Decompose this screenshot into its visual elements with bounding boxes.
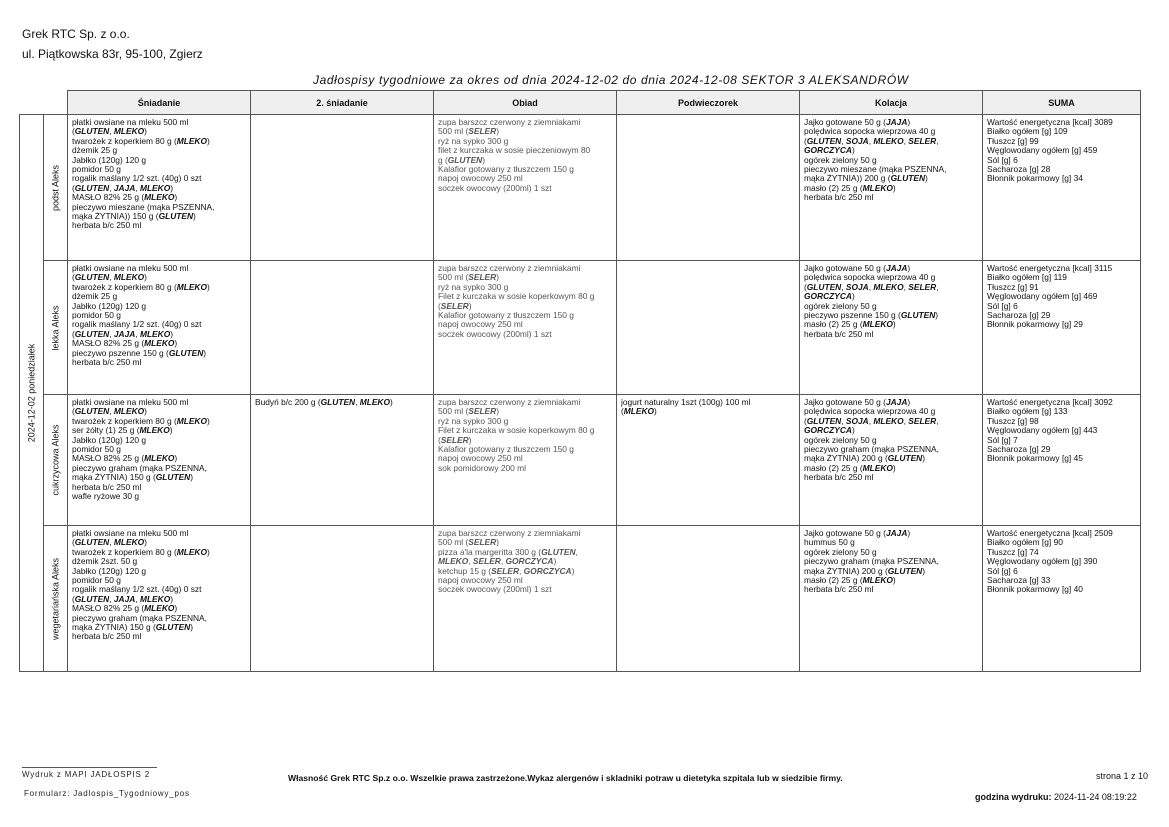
col-header-obiad: Obiad [434, 91, 617, 115]
meal-item: ogórek zielony 50 g [804, 434, 877, 445]
meal-item: (GLUTEN, JAJA, MLEKO) [72, 182, 174, 193]
cell-suma [983, 395, 1141, 526]
nutrition-line: Białko ogółem [g] 109 [987, 126, 1068, 137]
meal-item: g (GLUTEN) [438, 154, 486, 165]
diet-row [20, 395, 1141, 526]
meal-item: ser żółty (1) 25 g (MLEKO) [72, 425, 173, 436]
menu-table [19, 90, 1141, 672]
cell-drugie-sniadanie [251, 115, 434, 261]
nutrition-line: Sól [g] 7 [987, 434, 1018, 445]
diet-name: wegetariańska Aleks [49, 557, 60, 640]
meal-item: ogórek zielony 50 g [804, 546, 877, 557]
date-cell [20, 115, 44, 672]
meal-item: 500 ml (SELER) [438, 406, 499, 417]
meal-item: zupa barszcz czerwony z ziemniakami [438, 263, 581, 273]
cell-obiad [434, 526, 617, 672]
meal-item: Filet z kurczaka w sosie koperkowym 80 g [438, 425, 595, 436]
col-header-suma: SUMA [983, 91, 1141, 115]
meal-item: rogalik maślany 1/2 szt. (40g) 0 szt [72, 173, 202, 184]
cell-drugie-sniadanie [251, 261, 434, 395]
cell-kolacja [800, 261, 983, 395]
meal-item: (SELER) [438, 300, 472, 311]
meal-item: MASŁO 82% 25 g (MLEKO) [72, 453, 178, 464]
meal-item: pizza a'la margeritta 300 g (GLUTEN, [438, 546, 578, 557]
meal-item: ogórek zielony 50 g [804, 300, 877, 311]
nutrition-line: Wartość energetyczna [kcal] 2509 [987, 528, 1113, 538]
meal-item: ryż na sypko 300 g [438, 415, 509, 426]
meal-item: pomidor 50 g [72, 164, 121, 175]
meal-item: MLEKO, SELER, GORCZYCA) [438, 556, 557, 567]
date-label: 2024-12-02 poniedziałek [25, 343, 36, 443]
meal-item: napoj owocowy 250 ml [438, 173, 523, 184]
meal-item: 500 ml (SELER) [438, 537, 499, 548]
meal-item: napoj owocowy 250 ml [438, 575, 523, 586]
nutrition-line: Białko ogółem [g] 90 [987, 537, 1063, 548]
nutrition-line: Błonnik pokarmowy [g] 34 [987, 173, 1083, 184]
cell-sniadanie [68, 395, 251, 526]
diet-name: cukrzycowa Aleks [49, 424, 60, 496]
meal-item: MASŁO 82% 25 g (MLEKO) [72, 603, 178, 614]
meal-item: Jabłko (120g) 120 g [72, 565, 147, 576]
nutrition-line: Wartość energetyczna [kcal] 3089 [987, 117, 1113, 127]
col-header-sniadanie: Śniadanie [68, 91, 251, 115]
nutrition-line: Białko ogółem [g] 133 [987, 406, 1068, 417]
meal-item: soczek owocowy (200ml) 1 szt [438, 328, 552, 339]
cell-sniadanie [68, 526, 251, 672]
meal-item: twarożek z koperkiem 80 g (MLEKO) [72, 281, 210, 292]
meal-item: pieczywo mieszane (mąka PSZENNA, [72, 201, 215, 212]
cell-podwieczorek [617, 115, 800, 261]
company-name: Grek RTC Sp. z o.o. [22, 27, 130, 41]
meal-item: herbata b/c 250 ml [804, 584, 874, 595]
cell-kolacja [800, 526, 983, 672]
meal-item: Budyń b/c 200 g (GLUTEN, MLEKO) [255, 397, 393, 407]
cell-suma [983, 526, 1141, 672]
nutrition-line: Sacharoza [g] 29 [987, 444, 1051, 455]
nutrition-line: Sacharoza [g] 29 [987, 310, 1051, 321]
nutrition-line: Tłuszcz [g] 91 [987, 281, 1039, 292]
meal-item: GORCZYCA) [804, 425, 855, 436]
col-header-drugie-sniadanie: 2. śniadanie [251, 91, 434, 115]
meal-item: zupa barszcz czerwony z ziemniakami [438, 528, 581, 538]
meal-item: jogurt naturalny 1szt (100g) 100 ml [621, 397, 751, 407]
meal-item: Jajko gotowane 50 g (JAJA) [804, 528, 911, 538]
header-blank [20, 91, 44, 115]
meal-item: mąka ŻYTNIA) 200 g (GLUTEN) [804, 565, 926, 576]
meal-item: pieczywo pszenne 150 g (GLUTEN) [72, 347, 207, 358]
meal-item: napoj owocowy 250 ml [438, 453, 523, 464]
meal-item: soczek owocowy (200ml) 1 szt [438, 584, 552, 595]
meal-item: pieczywo mieszane (mąka PSZENNA, [804, 164, 947, 175]
meal-item: masło (2) 25 g (MLEKO) [804, 462, 896, 473]
meal-item: Jabłko (120g) 120 g [72, 300, 147, 311]
col-header-podwieczorek: Podwieczorek [617, 91, 800, 115]
cell-suma [983, 261, 1141, 395]
cell-kolacja [800, 115, 983, 261]
meal-item: (GLUTEN, MLEKO) [72, 537, 147, 548]
page-indicator: strona 1 z 10 [1096, 771, 1149, 781]
nutrition-line: Sól [g] 6 [987, 154, 1018, 165]
cell-sniadanie [68, 261, 251, 395]
meal-item: płatki owsiane na mleku 500 ml [72, 263, 189, 273]
meal-item: Kalafior gotowany z tłuszczem 150 g [438, 444, 574, 455]
nutrition-line: Błonnik pokarmowy [g] 45 [987, 453, 1083, 464]
meal-item: polędwica sopocka wieprzowa 40 g [804, 272, 936, 283]
meal-item: (GLUTEN, JAJA, MLEKO) [72, 593, 174, 604]
meal-item: (GLUTEN, MLEKO) [72, 126, 147, 137]
nutrition-line: Wartość energetyczna [kcal] 3115 [987, 263, 1113, 273]
meal-item: (GLUTEN, SOJA, MLEKO, SELER, [804, 415, 939, 426]
company-header [22, 24, 203, 64]
nutrition-line: Węglowodany ogółem [g] 443 [987, 425, 1098, 436]
meal-item: płatki owsiane na mleku 500 ml [72, 117, 189, 127]
meal-item: 500 ml (SELER) [438, 126, 499, 137]
meal-item: dżemik 25 g [72, 291, 118, 302]
meal-item: pomidor 50 g [72, 310, 121, 321]
meal-item: mąka ŻYTNIA) 150 g (GLUTEN) [72, 622, 194, 633]
cell-drugie-sniadanie [251, 395, 434, 526]
meal-item: napoj owocowy 250 ml [438, 319, 523, 330]
meal-item: pieczywo graham (mąka PSZENNA, [804, 444, 939, 455]
meal-item: pieczywo graham (mąka PSZENNA, [804, 556, 939, 567]
meal-item: Jabłko (120g) 120 g [72, 434, 147, 445]
nutrition-line: Błonnik pokarmowy [g] 40 [987, 584, 1083, 595]
meal-item: Kalafior gotowany z tłuszczem 150 g [438, 310, 574, 321]
meal-item: GORCZYCA) [804, 291, 855, 302]
diet-name: lekka Aleks [49, 304, 60, 351]
meal-item: MASŁO 82% 25 g (MLEKO) [72, 338, 178, 349]
meal-item: mąka ŻYTNIA) 200 g (GLUTEN) [804, 453, 926, 464]
cell-sniadanie [68, 115, 251, 261]
nutrition-line: Tłuszcz [g] 74 [987, 546, 1039, 557]
meal-item: (SELER) [438, 434, 472, 445]
meal-item: ogórek zielony 50 g [804, 154, 877, 165]
nutrition-line: Węglowodany ogółem [g] 469 [987, 291, 1098, 302]
meal-item: herbata b/c 250 ml [804, 328, 874, 339]
footer-printout: Wydruk z MAPI JADŁOSPIS 2 [22, 770, 150, 779]
meal-item: (GLUTEN, MLEKO) [72, 272, 147, 283]
meal-item: (MLEKO) [621, 406, 657, 417]
meal-item: mąka ŻYTNIA)) 200 g (GLUTEN) [804, 173, 928, 184]
meal-item: herbata b/c 250 ml [72, 357, 142, 368]
meal-item: polędwica sopocka wieprzowa 40 g [804, 126, 936, 137]
meal-item: hummus 50 g [804, 537, 855, 548]
nutrition-line: Sól [g] 6 [987, 565, 1018, 576]
meal-item: ketchup 15 g (SELER, GORCZYCA) [438, 565, 575, 576]
meal-item: masło (2) 25 g (MLEKO) [804, 319, 896, 330]
diet-row [20, 115, 1141, 261]
meal-item: herbata b/c 250 ml [804, 192, 874, 203]
report-title: Jadłospisy tygodniowe za okres od dnia 2024-12-02 do dnia 2024-12-08 SEKTOR 3 ALEKSANDRÓW [313, 73, 909, 87]
meal-item: pomidor 50 g [72, 575, 121, 586]
meal-item: Kalafior gotowany z tłuszczem 150 g [438, 164, 574, 175]
footer-form: Formularz: Jadlospis_Tygodniowy_pos [24, 789, 190, 798]
cell-obiad [434, 115, 617, 261]
meal-item: twarożek z koperkiem 80 g (MLEKO) [72, 415, 210, 426]
meal-item: pieczywo pszenne 150 g (GLUTEN) [804, 310, 939, 321]
footer-ownership: Własność Grek RTC Sp.z o.o. Wszelkie prawa zastrzeżone.Wykaz alergenów i skladniki potraw u dietetyka szpitala lub w siedzibie firmy. [288, 773, 843, 783]
cell-podwieczorek [617, 395, 800, 526]
diet-name-cell [44, 526, 68, 672]
diet-name-cell [44, 261, 68, 395]
meal-item: filet z kurczaka w sosie pieczeniowym 80 [438, 145, 591, 156]
meal-item: GORCZYCA) [804, 145, 855, 156]
header-blank [44, 91, 68, 115]
meal-item: herbata b/c 250 ml [72, 481, 142, 492]
meal-item: (GLUTEN, SOJA, MLEKO, SELER, [804, 281, 939, 292]
meal-item: (GLUTEN, MLEKO) [72, 406, 147, 417]
meal-item: pomidor 50 g [72, 444, 121, 455]
meal-item: twarożek z koperkiem 80 g (MLEKO) [72, 135, 210, 146]
header-row [20, 91, 1141, 115]
meal-item: dżemik 2szt. 50 g [72, 556, 138, 567]
print-time-label: godzina wydruku: [975, 792, 1052, 802]
company-address: ul. Piątkowska 83r, 95-100, Zgierz [22, 47, 203, 61]
meal-item: płatki owsiane na mleku 500 ml [72, 397, 189, 407]
meal-item: ryż na sypko 300 g [438, 135, 509, 146]
meal-item: masło (2) 25 g (MLEKO) [804, 575, 896, 586]
nutrition-line: Tłuszcz [g] 99 [987, 135, 1039, 146]
meal-item: Jajko gotowane 50 g (JAJA) [804, 263, 911, 273]
cell-podwieczorek [617, 526, 800, 672]
meal-item: soczek owocowy (200ml) 1 szt [438, 182, 552, 193]
nutrition-line: Wartość energetyczna [kcal] 3092 [987, 397, 1113, 407]
diet-name-cell [44, 395, 68, 526]
meal-item: (GLUTEN, SOJA, MLEKO, SELER, [804, 135, 939, 146]
cell-obiad [434, 395, 617, 526]
meal-item: Jajko gotowane 50 g (JAJA) [804, 117, 911, 127]
cell-podwieczorek [617, 261, 800, 395]
nutrition-line: Sacharoza [g] 33 [987, 575, 1051, 586]
diet-row [20, 261, 1141, 395]
meal-item: Filet z kurczaka w sosie koperkowym 80 g [438, 291, 595, 302]
meal-item: (GLUTEN, JAJA, MLEKO) [72, 328, 174, 339]
meal-item: pieczywo graham (mąka PSZENNA, [72, 612, 207, 623]
diet-row [20, 526, 1141, 672]
meal-item: masło (2) 25 g (MLEKO) [804, 182, 896, 193]
meal-item: sok pomidorowy 200 ml [438, 462, 526, 473]
cell-suma [983, 115, 1141, 261]
nutrition-line: Białko ogółem [g] 119 [987, 272, 1067, 283]
meal-item: rogalik maślany 1/2 szt. (40g) 0 szt [72, 319, 202, 330]
nutrition-line: Sól [g] 6 [987, 300, 1018, 311]
meal-item: ryż na sypko 300 g [438, 281, 509, 292]
meal-item: Jabłko (120g) 120 g [72, 154, 147, 165]
nutrition-line: Sacharoza [g] 28 [987, 164, 1051, 175]
meal-item: pieczywo graham (mąka PSZENNA, [72, 462, 207, 473]
nutrition-line: Tłuszcz [g] 98 [987, 415, 1039, 426]
meal-item: dżemik 25 g [72, 145, 118, 156]
meal-item: zupa barszcz czerwony z ziemniakami [438, 397, 581, 407]
cell-drugie-sniadanie [251, 526, 434, 672]
meal-item: twarożek z koperkiem 80 g (MLEKO) [72, 546, 210, 557]
nutrition-line: Błonnik pokarmowy [g] 29 [987, 319, 1083, 330]
meal-item: herbata b/c 250 ml [804, 472, 874, 483]
footer-left [22, 770, 190, 798]
cell-kolacja [800, 395, 983, 526]
meal-item: mąka ŻYTNIA) 150 g (GLUTEN) [72, 472, 194, 483]
meal-item: zupa barszcz czerwony z ziemniakami [438, 117, 581, 127]
nutrition-line: Węglowodany ogółem [g] 459 [987, 145, 1098, 156]
diet-name: podst Aleks [49, 164, 60, 211]
meal-item: polędwica sopocka wieprzowa 40 g [804, 406, 936, 417]
nutrition-line: Węglowodany ogółem [g] 390 [987, 556, 1098, 567]
col-header-kolacja: Kolacja [800, 91, 983, 115]
print-time [975, 792, 1137, 802]
meal-item: herbata b/c 250 ml [72, 631, 142, 642]
print-time-value: 2024-11-24 08:19:22 [1054, 792, 1137, 802]
meal-item: Jajko gotowane 50 g (JAJA) [804, 397, 911, 407]
meal-item: herbata b/c 250 ml [72, 220, 142, 231]
meal-item: 500 ml (SELER) [438, 272, 499, 283]
footer-rule [22, 767, 157, 768]
meal-item: płatki owsiane na mleku 500 ml [72, 528, 189, 538]
meal-item: wafle ryżowe 30 g [72, 491, 140, 502]
meal-item: mąka ŻYTNIA)) 150 g (GLUTEN) [72, 211, 196, 222]
cell-obiad [434, 261, 617, 395]
diet-name-cell [44, 115, 68, 261]
meal-item: rogalik maślany 1/2 szt. (40g) 0 szt [72, 584, 202, 595]
meal-item: MASŁO 82% 25 g (MLEKO) [72, 192, 178, 203]
